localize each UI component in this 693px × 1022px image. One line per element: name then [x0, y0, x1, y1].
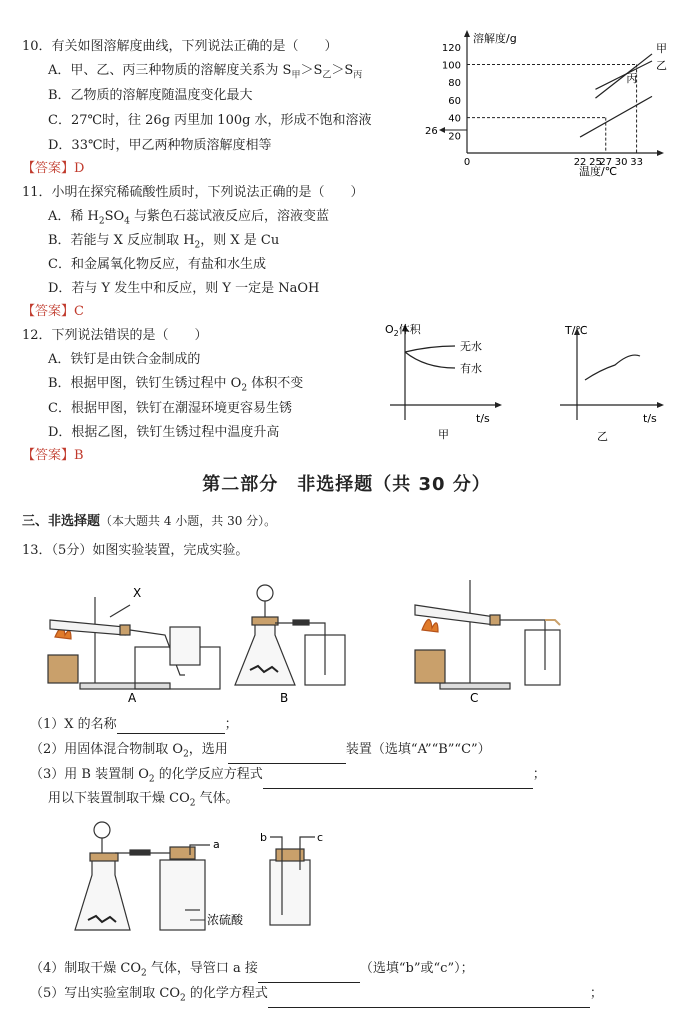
- arrow: [657, 402, 664, 408]
- q13-part5: [30, 985, 603, 1008]
- q11-option-c: C．和金属氧化物反应，有盐和水生成: [48, 257, 266, 272]
- graph-yi-caption: 乙: [597, 430, 608, 443]
- bottle-body: [270, 860, 310, 925]
- curve-no-water: [405, 346, 455, 352]
- flame: [422, 619, 438, 632]
- answer-blank-5[interactable]: [268, 993, 590, 1008]
- text: （5）写出实验室制取 CO: [30, 986, 181, 1001]
- delivery-tube: [500, 620, 545, 670]
- sub: 2: [189, 798, 196, 809]
- temperature-curve: [585, 355, 640, 380]
- answer-blank-2[interactable]: [228, 749, 346, 764]
- text: B．根据甲图，铁钉生锈过程中 O: [48, 376, 242, 391]
- text: ，则 X 是 Cu: [200, 233, 280, 248]
- apparatus-b: [235, 585, 345, 685]
- q12-option-b: [48, 375, 303, 398]
- q10-option-c: C．27℃时，往 26g 丙里加 100g 水，形成不饱和溶液: [48, 113, 372, 128]
- text: ；: [589, 986, 603, 1001]
- text: （选填“b”或“c”）；: [359, 961, 474, 976]
- sub: 2: [194, 240, 201, 251]
- sub: 2: [183, 749, 189, 760]
- series-label-3: 丙: [626, 72, 638, 86]
- q10-option-a: [48, 62, 362, 85]
- sub: 2: [98, 216, 105, 227]
- sub: 乙: [322, 70, 332, 81]
- alcohol-lamp: [415, 650, 445, 683]
- text: ；: [224, 717, 238, 732]
- conical-flask: [235, 620, 295, 685]
- x-tick-label: 30: [614, 157, 628, 168]
- collection-bottle: [270, 837, 315, 925]
- annotation-label: 26: [425, 126, 438, 137]
- y-tick-label: 40: [448, 113, 461, 125]
- tube-end: [545, 620, 560, 625]
- graph-jia-caption: 甲: [438, 428, 449, 441]
- sub: 丙: [353, 70, 363, 81]
- apparatus-a: [48, 597, 220, 689]
- y-tick-label: 120: [441, 42, 461, 54]
- label-with-water: 有水: [460, 362, 482, 375]
- gas-bottle: [525, 630, 560, 685]
- text: A．稀 H: [48, 209, 99, 224]
- text: ＞S: [300, 63, 323, 78]
- label-x: X: [133, 586, 142, 600]
- curve-with-water: [405, 352, 455, 368]
- q10-answer: [22, 160, 84, 178]
- label-no-water: 无水: [460, 340, 482, 353]
- y-tick-label: 20: [448, 131, 461, 143]
- text: 用以下装置制取干燥 CO: [48, 791, 190, 806]
- q11-answer: [22, 303, 84, 321]
- q11-option-d: D．若与 Y 发生中和反应，则 Y 一定是 NaOH: [48, 281, 320, 296]
- answer-blank-4[interactable]: [258, 968, 360, 983]
- text: （1）X 的名称: [30, 717, 117, 732]
- text: 与紫色石蕊试液反应后，溶液变蓝: [129, 209, 330, 224]
- text: ，选用: [188, 742, 228, 757]
- answer-label: 【答案】: [22, 161, 75, 176]
- series-line-3: [580, 96, 652, 137]
- conical-flask: [75, 855, 130, 930]
- text: 气体。: [195, 791, 239, 806]
- funnel-bulb: [94, 822, 110, 838]
- q12-option-d: D．根据乙图，铁钉生锈过程中温度升高: [48, 425, 280, 440]
- q10-stem: 10．有关如图溶解度曲线，下列说法正确的是（ ）: [22, 39, 338, 54]
- annotation-arrow: [439, 127, 445, 133]
- answer-label: 【答案】: [22, 304, 75, 319]
- graph-jia-xlabel: t/s: [476, 412, 490, 425]
- series-line-2: [595, 61, 652, 89]
- text: 气体，导管口 a 接: [146, 961, 258, 976]
- q10-option-a-text: A．甲、乙、丙三种物质的溶解度关系为 S: [48, 63, 292, 78]
- graph-yi-xlabel: t/s: [643, 412, 657, 425]
- apparatus-c: [415, 580, 560, 689]
- answer-blank-3[interactable]: [263, 774, 533, 789]
- x-axis-label: 温度/℃: [579, 165, 618, 178]
- q10-option-d: D．33℃时，甲乙两种物质溶解度相等: [48, 138, 272, 153]
- q13-part3-line2: [48, 790, 239, 813]
- sub: 甲: [291, 70, 301, 81]
- label-acid: 浓硫酸: [207, 913, 244, 927]
- tube-joint: [130, 850, 150, 855]
- stand-base: [80, 683, 170, 689]
- text: B．若能与 X 反应制取 H: [48, 233, 195, 248]
- sub: 2: [241, 383, 248, 394]
- funnel-bulb: [257, 585, 273, 601]
- q12-answer: [22, 447, 84, 465]
- x-tick-label: 0: [463, 157, 471, 168]
- gas-jar: [170, 627, 200, 665]
- q13-part1: [30, 716, 238, 734]
- co2-apparatus: [70, 815, 360, 945]
- alcohol-lamp: [48, 655, 78, 683]
- text: （4）制取干燥 CO: [30, 961, 142, 976]
- q13-part4: [30, 960, 474, 983]
- text: 的化学反应方程式: [154, 767, 263, 782]
- arrow: [495, 402, 502, 408]
- stand-base: [440, 683, 510, 689]
- q10-option-b: B．乙物质的溶解度随温度变化最大: [48, 88, 253, 103]
- text: （3）用 B 装置制 O: [30, 767, 149, 782]
- q11-stem: 11．小明在探究稀硫酸性质时，下列说法正确的是（ ）: [22, 185, 364, 200]
- drying-bottle: [160, 845, 210, 930]
- x-tick-label: 25: [589, 157, 602, 168]
- label-port-c: c: [317, 831, 324, 844]
- x-axis-arrow: [657, 150, 664, 156]
- series-line-1: [595, 54, 652, 98]
- answer-label: 【答案】: [22, 448, 75, 463]
- q13-part3: [30, 766, 546, 789]
- label-port-a: a: [213, 838, 220, 851]
- solubility-chart: [425, 28, 687, 178]
- y-tick-label: 60: [448, 95, 461, 107]
- bottle-stopper: [170, 847, 195, 859]
- sub: 4: [124, 216, 130, 227]
- label-c: C: [470, 691, 479, 705]
- series-label-1: 甲: [656, 41, 667, 55]
- x-tick-label: 22: [573, 157, 587, 168]
- stopper: [120, 625, 130, 635]
- text: ；: [532, 767, 546, 782]
- label-a: A: [128, 691, 137, 705]
- text: 装置（选填“A”“B”“C”）: [345, 742, 491, 757]
- graph-yi-ylabel: T/℃: [565, 324, 588, 337]
- sub: 2: [148, 774, 155, 785]
- section-label: 三、非选择题: [22, 514, 101, 529]
- sub: 2: [180, 993, 186, 1004]
- q11-option-a: [48, 208, 329, 231]
- label-port-b: b: [260, 831, 267, 844]
- graph-jia: [380, 320, 520, 445]
- text: （2）用固体混合物制取 O: [30, 742, 184, 757]
- answer-value: C: [74, 304, 84, 319]
- text: 体积不变: [247, 376, 304, 391]
- text: SO: [104, 209, 125, 224]
- graph-yi: [555, 320, 680, 445]
- y-tick-label: 100: [441, 60, 461, 72]
- chart-marks: [580, 42, 667, 137]
- x-tick-label: 33: [630, 157, 643, 168]
- y-axis-arrow: [464, 30, 470, 37]
- label-line: [110, 605, 130, 617]
- text: 的化学方程式: [185, 986, 268, 1001]
- section-note: （本大题共 4 小题，共 30 分）。: [100, 514, 277, 528]
- q12-option-a: A．铁钉是由铁合金制成的: [48, 352, 201, 367]
- section-heading: [22, 512, 276, 531]
- y-tick-label: 80: [448, 78, 461, 90]
- answer-blank-1[interactable]: [117, 719, 225, 734]
- text: ＞S: [331, 63, 354, 78]
- stopper: [90, 853, 118, 861]
- label-b: B: [280, 691, 289, 705]
- y-axis-label: 溶解度/g: [473, 32, 517, 45]
- q13-part2: [30, 741, 491, 764]
- tube-joint: [293, 620, 309, 625]
- answer-value: B: [74, 448, 84, 463]
- stopper: [490, 615, 500, 625]
- q12-option-c: C．根据甲图，铁钉在潮湿环境更容易生锈: [48, 401, 292, 416]
- apparatus-abc: [40, 575, 620, 710]
- series-label-2: 乙: [656, 59, 667, 72]
- q13-stem: 13．（5分）如图实验装置，完成实验。: [22, 543, 249, 558]
- q12-stem: 12．下列说法错误的是（ ）: [22, 328, 208, 343]
- part2-title: 第二部分 非选择题（共 30 分）: [202, 474, 491, 495]
- graph-jia-ylabel: $O_2$体积: [385, 323, 421, 338]
- q11-option-b: [48, 232, 279, 255]
- chart-axes: [425, 30, 664, 178]
- answer-value: D: [74, 161, 85, 176]
- stopper: [252, 617, 278, 625]
- sub: 2: [141, 968, 147, 979]
- x-tick-label: 27: [599, 157, 613, 168]
